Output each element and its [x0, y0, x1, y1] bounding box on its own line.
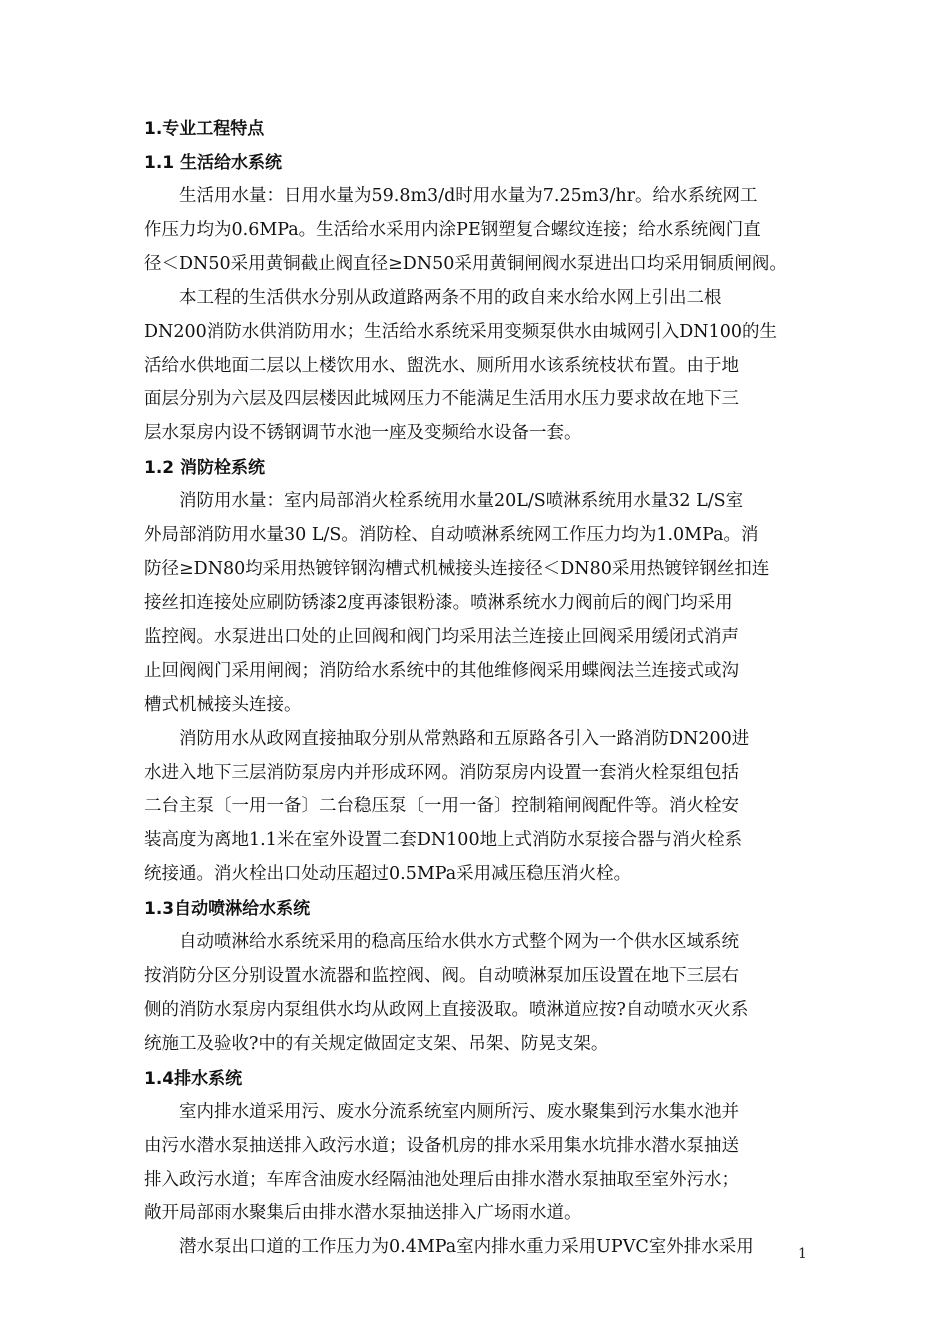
paragraph-line: 按消防分区分别设置水流器和监控阀、阀。自动喷淋泵加压设置在地下三层右 — [144, 966, 739, 987]
section-heading: 1.3自动喷淋给水系统 — [144, 899, 311, 920]
paragraph-line: 水进入地下三层消防泵房内并形成环网。消防泵房内设置一套消火栓泵组包括 — [144, 762, 739, 783]
paragraph-line: 活给水供地面二层以上楼饮用水、盥洗水、厕所用水该系统枝状布置。由于地 — [144, 355, 739, 376]
paragraph-line: 接丝扣连接处应刷防锈漆2度再漆银粉漆。喷淋系统水力阀前后的阀门均采用 — [144, 592, 733, 613]
paragraph-line: 防径≥DN80均采用热镀锌钢沟槽式机械接头连接径＜DN80采用热镀锌钢丝扣连 — [144, 559, 770, 580]
section-heading: 1.1 生活给水系统 — [144, 153, 283, 173]
paragraph-line: 装高度为离地1.1米在室外设置二套DN100地上式消防水泵接合器与消火栓系 — [144, 830, 743, 851]
paragraph-line: 消防用水从政网直接抽取分别从常熟路和五原路各引入一路消防DN200进 — [179, 728, 750, 749]
body-paragraph — [144, 723, 808, 893]
paragraph-line: 槽式机械接头连接。 — [144, 694, 302, 715]
body-paragraph — [144, 1231, 808, 1265]
paragraph-line: 层水泵房内设不锈钢调节水池一座及变频给水设备一套。 — [144, 423, 582, 444]
paragraph-line: 潜水泵出口道的工作压力为0.4MPa室内排水重力采用UPVC室外排水采用 — [179, 1237, 754, 1258]
paragraph-line: 监控阀。水泵进出口处的止回阀和阀门均采用法兰连接止回阀采用缓闭式消声 — [144, 626, 739, 647]
body-paragraph — [144, 282, 808, 452]
paragraph-line: 二台主泵〔一用一备〕二台稳压泵〔一用一备〕控制箱闸阀配件等。消火栓安 — [144, 796, 739, 817]
section-heading: 1.2 消防栓系统 — [144, 458, 266, 479]
paragraph-line: 自动喷淋给水系统采用的稳高压给水供水方式整个网为一个供水区域系统 — [179, 932, 739, 953]
paragraph-line: 侧的消防水泵房内泵组供水均从政网上直接汲取。喷淋道应按?自动喷水灭火系 — [144, 999, 749, 1020]
paragraph-line: 消防用水量：室内局部消火栓系统用水量20L/S喷淋系统用水量32 L/S室 — [179, 491, 744, 512]
paragraph-line: 作压力均为0.6MPa。生活给水采用内涂PE钢塑复合螺纹连接；给水系统阀门直 — [144, 219, 761, 240]
section-heading: 1.4排水系统 — [144, 1068, 243, 1089]
paragraph-line: 敞开局部雨水聚集后由排水潜水泵抽送排入广场雨水道。 — [144, 1203, 582, 1224]
paragraph-line: 径＜DN50采用黄铜截止阀直径≥DN50采用黄铜闸阀水泵进出口均采用铜质闸阀。 — [144, 253, 787, 274]
paragraph-line: 生活用水量：日用水量为59.8m3/d时用水量为7.25m3/hr。给水系统网工 — [179, 186, 758, 206]
paragraph-line: 本工程的生活供水分别从政道路两条不用的政自来水给水网上引出二根 — [179, 287, 722, 308]
page-number: 1 — [798, 1246, 807, 1262]
body-paragraph — [144, 1096, 808, 1232]
paragraph-line: 统施工及验收?中的有关规定做固定支架、吊架、防晃支架。 — [144, 1033, 609, 1054]
paragraph-line: 由污水潜水泵抽送排入政污水道；设备机房的排水采用集水坑排水潜水泵抽送 — [144, 1135, 739, 1156]
paragraph-line: 外局部消防用水量30 L/S。消防栓、自动喷淋系统网工作压力均为1.0MPa。消 — [144, 525, 759, 546]
body-paragraph — [144, 926, 808, 1062]
paragraph-line: 统接通。消火栓出口处动压超过0.5MPa采用减压稳压消火栓。 — [144, 864, 632, 885]
paragraph-line: DN200消防水供消防用水；生活给水系统采用变频泵供水由城网引入DN100的生 — [144, 321, 777, 342]
paragraph-line: 室内排水道采用污、废水分流系统室内厕所污、废水聚集到污水集水池并 — [179, 1101, 739, 1122]
body-paragraph — [144, 180, 808, 282]
document-body — [144, 112, 808, 1265]
paragraph-line: 面层分别为六层及四层楼因此城网压力不能满足生活用水压力要求故在地下三 — [144, 389, 739, 410]
body-paragraph — [144, 485, 808, 722]
paragraph-line: 止回阀阀门采用闸阀；消防给水系统中的其他维修阀采用蝶阀法兰连接式或沟 — [144, 660, 739, 681]
paragraph-line: 排入政污水道；车库含油废水经隔油池处理后由排水潜水泵抽取至室外污水； — [144, 1169, 739, 1190]
section-heading: 1.专业工程特点 — [144, 119, 265, 139]
